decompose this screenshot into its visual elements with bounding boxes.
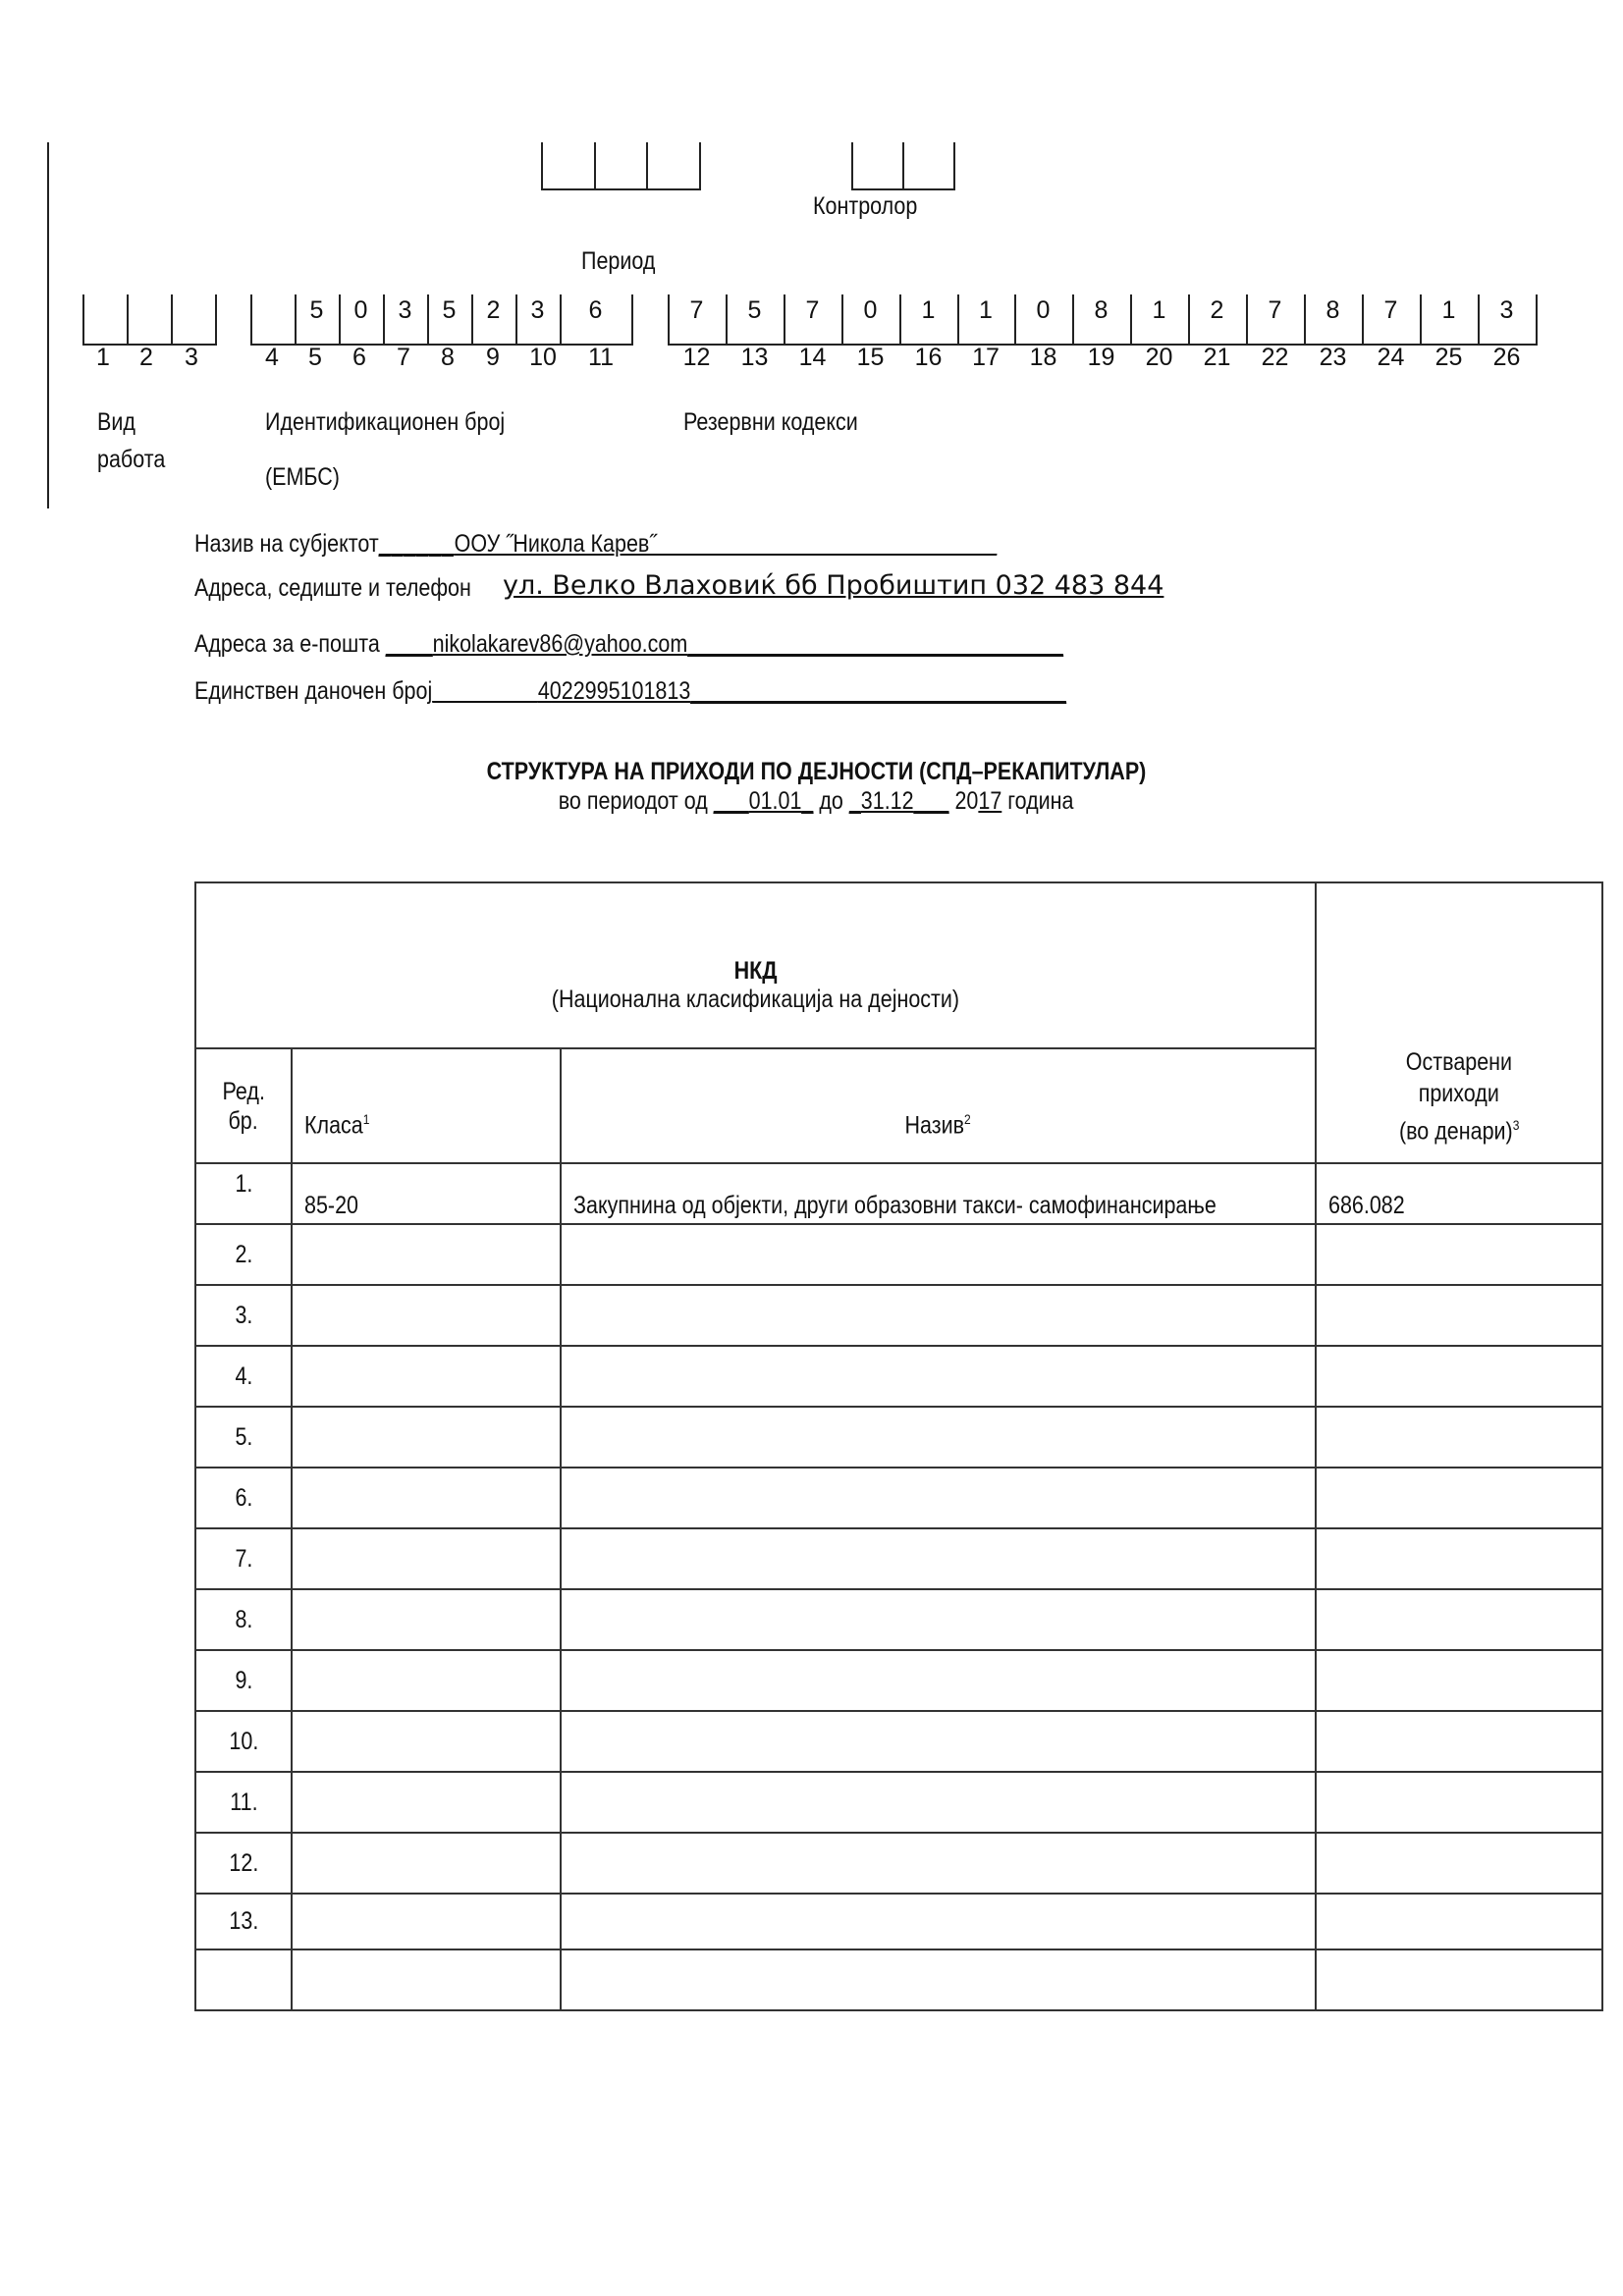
row-number-cell[interactable] — [195, 1833, 292, 1894]
report-period: во периодот од ___01.01_ до _31.12___ 2017 година — [559, 787, 1074, 815]
row-number-cell[interactable] — [195, 1711, 292, 1772]
code-digit: 0 — [353, 296, 368, 324]
code-digit: 2 — [486, 296, 501, 324]
table-row — [195, 1949, 1602, 2010]
row-number: 5. — [235, 1422, 252, 1451]
name-header: Назив$^2$ — [561, 1048, 1316, 1163]
code-digit: 1 — [1441, 296, 1456, 324]
code-digit: 8 — [1094, 296, 1109, 324]
code-position-number: 1 — [96, 344, 110, 371]
row-number-cell[interactable] — [195, 1528, 292, 1589]
row-name-cell[interactable] — [561, 1468, 1316, 1528]
embs-label: (ЕМБС) — [265, 463, 340, 491]
table-row — [195, 1833, 1602, 1894]
report-title: СТРУКТУРА НА ПРИХОДИ ПО ДЕЈНОСТИ (СПД–РЕКАПИТУЛАР) — [486, 758, 1147, 785]
work-type-label: Вид — [97, 408, 135, 436]
table-row — [195, 1650, 1602, 1711]
class-header: Класа$^1$ — [292, 1048, 561, 1163]
period-year: 17 — [978, 787, 1002, 815]
row-name: Закупнина од објекти, други образовни такси- самофинансирање — [573, 1191, 1217, 1219]
row-income-cell[interactable] — [1316, 1711, 1602, 1772]
row-income-cell[interactable] — [1316, 1407, 1602, 1468]
row-name-cell[interactable] — [561, 1224, 1316, 1285]
row-income-cell[interactable] — [1316, 1894, 1602, 1949]
row-income-cell[interactable] — [1316, 1163, 1602, 1224]
code-position-number: 5 — [308, 344, 322, 371]
row-name-cell[interactable] — [561, 1711, 1316, 1772]
row-income-cell[interactable] — [1316, 1285, 1602, 1346]
code-digit: 3 — [530, 296, 545, 324]
row-number: 10. — [229, 1727, 258, 1755]
code-position-number: 21 — [1203, 344, 1231, 371]
table-row — [195, 1589, 1602, 1650]
row-number-cell[interactable] — [195, 1894, 292, 1949]
subject-tax-line: Единствен даночен број_________4022995101813________________________________ — [194, 677, 1066, 705]
table-row — [195, 1772, 1602, 1833]
subject-tax-label: Единствен даночен број — [194, 677, 433, 705]
table-row — [195, 1163, 1602, 1224]
code-position-number: 22 — [1261, 344, 1289, 371]
row-income-cell[interactable] — [1316, 1224, 1602, 1285]
code-position-number: 7 — [397, 344, 410, 371]
code-position-number: 10 — [529, 344, 557, 371]
row-class-cell[interactable] — [292, 1528, 561, 1589]
code-digit: 0 — [1036, 296, 1051, 324]
row-income-cell[interactable] — [1316, 1650, 1602, 1711]
nkd-header: НКД (Национална класификација на дејности) — [195, 882, 1316, 1048]
table-row — [195, 1407, 1602, 1468]
table-row — [195, 1894, 1602, 1949]
period-from: 01.01 — [748, 787, 802, 815]
code-position-number: 14 — [798, 344, 827, 371]
row-income-cell[interactable] — [1316, 1772, 1602, 1833]
row-number-cell[interactable] — [195, 1163, 292, 1224]
row-name-cell[interactable] — [561, 1407, 1316, 1468]
row-number: 7. — [235, 1544, 252, 1573]
code-digit: 2 — [1210, 296, 1224, 324]
reserve-codes-label: Резервни кодекси — [683, 408, 858, 436]
code-digit: 3 — [1499, 296, 1514, 324]
code-position-number: 25 — [1434, 344, 1463, 371]
row-number: 13. — [229, 1907, 258, 1935]
row-income-cell[interactable] — [1316, 1589, 1602, 1650]
code-position-number: 26 — [1492, 344, 1521, 371]
row-number: 1. — [235, 1169, 252, 1198]
code-position-number: 2 — [139, 344, 153, 371]
code-digit: 1 — [979, 296, 993, 324]
code-position-number: 8 — [441, 344, 455, 371]
row-no-header: Ред. бр. — [195, 1048, 292, 1163]
subject-name-value: ООУ ˝Никола Карев˝ — [454, 530, 657, 558]
row-income-cell[interactable] — [1316, 1528, 1602, 1589]
code-position-number: 19 — [1087, 344, 1115, 371]
code-digit: 7 — [805, 296, 820, 324]
code-digit: 7 — [689, 296, 704, 324]
row-number: 12. — [229, 1848, 258, 1877]
row-class-cell[interactable] — [292, 1224, 561, 1285]
controller-label: Контролор — [813, 192, 918, 220]
row-class: 85-20 — [304, 1191, 358, 1219]
table-row — [195, 1711, 1602, 1772]
row-name-cell[interactable] — [561, 1163, 1316, 1224]
row-name-cell[interactable] — [561, 1650, 1316, 1711]
row-class-cell[interactable] — [292, 1346, 561, 1407]
row-number: 11. — [229, 1788, 258, 1816]
row-number: 9. — [235, 1666, 252, 1694]
row-income-cell[interactable] — [1316, 1833, 1602, 1894]
row-name-cell[interactable] — [561, 1528, 1316, 1589]
row-number-cell[interactable] — [195, 1650, 292, 1711]
subject-name-label: Назив на субјектот — [194, 530, 379, 558]
row-name-cell[interactable] — [561, 1589, 1316, 1650]
code-position-number: 3 — [185, 344, 198, 371]
table-row — [195, 1224, 1602, 1285]
row-number: 4. — [235, 1362, 252, 1390]
subject-email-value: nikolakarev86@yahoo.com — [432, 630, 688, 658]
code-digit: 1 — [1152, 296, 1166, 324]
code-position-number: 18 — [1029, 344, 1057, 371]
subject-tax-value: 4022995101813 — [537, 677, 691, 705]
margin-line — [47, 142, 49, 508]
table-row — [195, 1285, 1602, 1346]
table-row — [195, 1468, 1602, 1528]
code-digit: 8 — [1325, 296, 1340, 324]
subject-address-value: ул. Велко Влаховиќ бб Пробиштип 032 483 844 — [503, 570, 1164, 601]
row-name-cell[interactable] — [561, 1346, 1316, 1407]
row-number: 2. — [235, 1240, 252, 1268]
code-position-number: 16 — [914, 344, 943, 371]
row-income-cell[interactable] — [1316, 1346, 1602, 1407]
row-income-cell[interactable] — [1316, 1949, 1602, 2010]
row-class-cell[interactable] — [292, 1163, 561, 1224]
row-name-cell[interactable] — [561, 1285, 1316, 1346]
subject-address-label: Адреса, седиште и телефон — [194, 574, 471, 602]
row-number: 6. — [235, 1483, 252, 1512]
row-class-cell[interactable] — [292, 1407, 561, 1468]
period-to: 31.12 — [861, 787, 914, 815]
row-name-cell[interactable] — [561, 1894, 1316, 1949]
code-digit: 1 — [921, 296, 936, 324]
row-name-cell[interactable] — [561, 1772, 1316, 1833]
code-position-number: 6 — [352, 344, 366, 371]
table-row — [195, 1528, 1602, 1589]
code-position-number: 4 — [265, 344, 279, 371]
row-number-cell[interactable] — [195, 1468, 292, 1528]
row-name-cell[interactable] — [561, 1949, 1316, 2010]
code-position-number: 23 — [1319, 344, 1347, 371]
code-digit: 3 — [398, 296, 412, 324]
subject-email-label: Адреса за е-пошта — [194, 630, 380, 658]
row-class-cell[interactable] — [292, 1650, 561, 1711]
code-digit: 5 — [442, 296, 457, 324]
row-class-cell[interactable] — [292, 1589, 561, 1650]
row-number-cell[interactable] — [195, 1224, 292, 1285]
row-number-cell[interactable] — [195, 1285, 292, 1346]
code-digit: 6 — [588, 296, 603, 324]
row-number-cell[interactable] — [195, 1407, 292, 1468]
code-position-number: 13 — [740, 344, 769, 371]
row-number-cell[interactable] — [195, 1346, 292, 1407]
code-digit: 7 — [1383, 296, 1398, 324]
income-header: Остварени приходи (во денари)$^3$ — [1316, 882, 1602, 1163]
row-class-cell[interactable] — [292, 1772, 561, 1833]
row-class-cell[interactable] — [292, 1833, 561, 1894]
subject-email-line: Адреса за е-пошта ____nikolakarev86@yahoo.com________________________________ — [194, 630, 1063, 658]
code-position-number: 24 — [1377, 344, 1405, 371]
row-class-cell[interactable] — [292, 1894, 561, 1949]
id-number-label: Идентификационен број — [265, 408, 506, 436]
row-class-cell[interactable] — [292, 1711, 561, 1772]
row-name-cell[interactable] — [561, 1833, 1316, 1894]
row-number-cell[interactable] — [195, 1772, 292, 1833]
row-class-cell[interactable] — [292, 1285, 561, 1346]
row-class-cell[interactable] — [292, 1949, 561, 2010]
income-table — [194, 881, 1603, 2011]
code-position-number: 20 — [1145, 344, 1173, 371]
code-position-number: 9 — [486, 344, 500, 371]
row-income: 686.082 — [1328, 1191, 1405, 1219]
row-income-cell[interactable] — [1316, 1468, 1602, 1528]
subject-name-line: Назив на субјектот______ООУ ˝Никола Карев˝_____________________________ — [194, 530, 998, 558]
subject-address-line — [194, 570, 1164, 603]
code-digit: 7 — [1268, 296, 1282, 324]
code-digit: 5 — [309, 296, 324, 324]
row-number: 3. — [235, 1301, 252, 1329]
row-number: 8. — [235, 1605, 252, 1633]
code-digit: 0 — [863, 296, 878, 324]
code-digit: 5 — [747, 296, 762, 324]
period-label: Период — [581, 247, 656, 275]
row-number-cell[interactable] — [195, 1589, 292, 1650]
row-class-cell[interactable] — [292, 1468, 561, 1528]
code-position-number: 12 — [682, 344, 711, 371]
row-number-cell[interactable] — [195, 1949, 292, 2010]
code-position-number: 17 — [972, 344, 1000, 371]
code-position-number: 15 — [856, 344, 885, 371]
work-type-label-2: работа — [97, 446, 166, 473]
code-position-number: 11 — [588, 344, 614, 371]
table-row — [195, 1346, 1602, 1407]
